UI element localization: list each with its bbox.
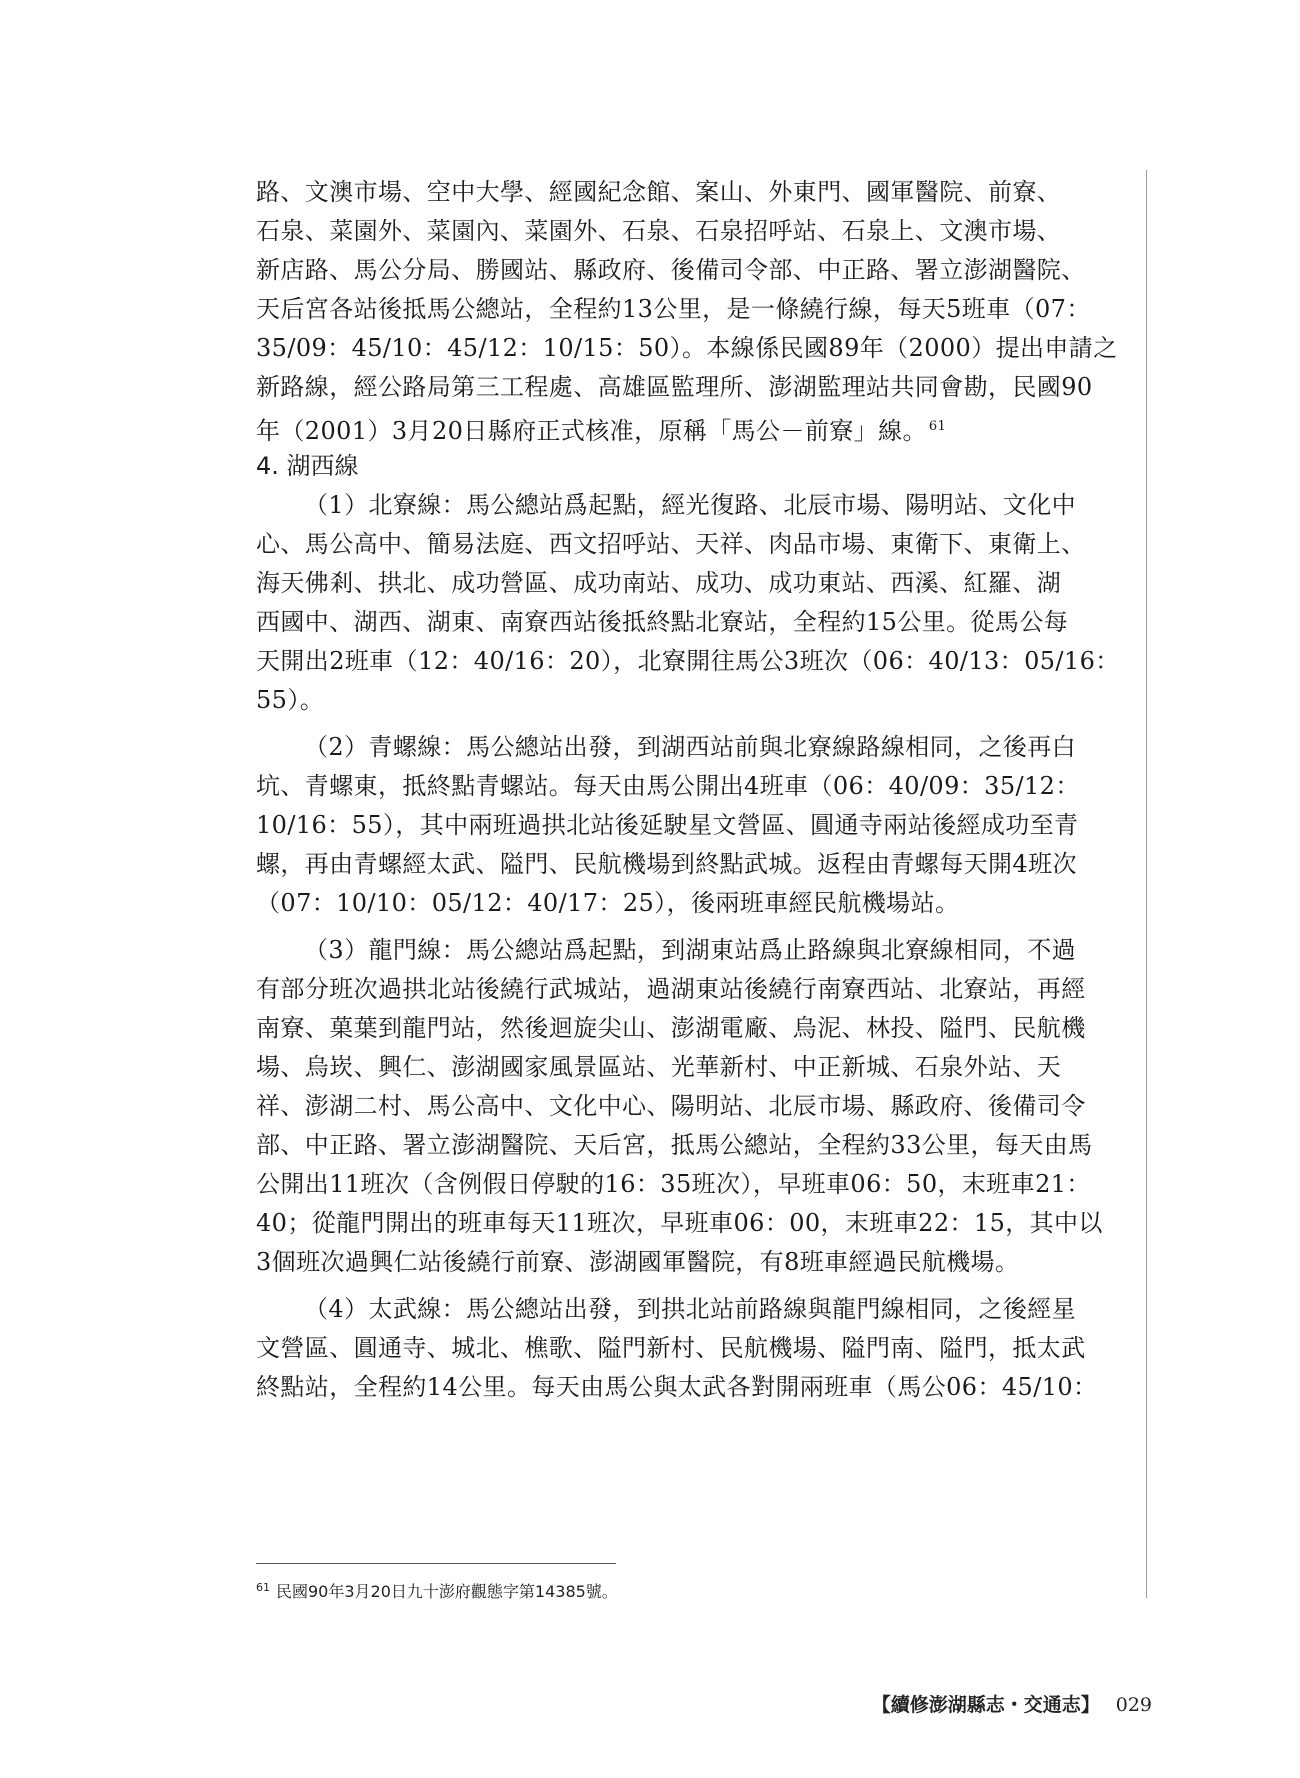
text-line: 部、中正路、署立澎湖醫院、天后宮，抵馬公總站，全程約33公里，每天由馬 xyxy=(256,1131,1093,1159)
section-heading: 4. 湖西線 xyxy=(256,452,359,480)
text-line: （2）青螺線：馬公總站出發，到湖西站前與北寮線路線相同，之後再白 xyxy=(304,733,1077,761)
text-line: 天后宮各站後抵馬公總站，全程約13公里，是一條繞行線，每天5班車（07： xyxy=(256,295,1091,323)
page-number: 029 xyxy=(1115,1694,1152,1716)
text-line: 坑、青螺東，抵終點青螺站。每天由馬公開出4班車（06：40/09：35/12： xyxy=(256,772,1080,800)
text-line: 年（2001）3月20日縣府正式核准，原稱「馬公－前寮」線。 xyxy=(256,417,927,445)
running-title: 【續修澎湖縣志・交通志】 xyxy=(871,1694,1100,1716)
text-line: 螺，再由青螺經太武、隘門、民航機場到終點武城。返程由青螺每天開4班次 xyxy=(256,850,1077,878)
footnote-reference[interactable]: 61 xyxy=(928,419,947,434)
footnote xyxy=(256,1577,618,1603)
text-line: 西國中、湖西、湖東、南寮西站後抵終點北寮站，全程約15公里。從馬公每 xyxy=(256,608,1069,636)
text-line: 3個班次過興仁站後繞行前寮、澎湖國軍醫院，有8班車經過民航機場。 xyxy=(256,1248,1020,1276)
text-line: 石泉、菜園外、菜園內、菜園外、石泉、石泉招呼站、石泉上、文澳市場、 xyxy=(256,217,1062,245)
text-line: 海天佛剎、拱北、成功營區、成功南站、成功、成功東站、西溪、紅羅、湖 xyxy=(256,569,1062,597)
text-line-with-footnote xyxy=(256,407,1132,446)
text-line: 場、烏崁、興仁、澎湖國家風景區站、光華新村、中正新城、石泉外站、天 xyxy=(256,1053,1062,1081)
footnote-text: 民國90年3月20日九十澎府觀態字第14385號。 xyxy=(276,1582,618,1601)
text-line: 有部分班次過拱北站後繞行武城站，過湖東站後繞行南寮西站、北寮站，再經 xyxy=(256,975,1086,1003)
text-line: 10/16：55），其中兩班過拱北站後延駛星文營區、圓通寺兩站後經成功至青 xyxy=(256,811,1079,839)
text-line: （3）龍門線：馬公總站爲起點，到湖東站爲止路線與北寮線相同，不過 xyxy=(304,936,1077,964)
body-text xyxy=(256,173,1132,1407)
text-line: 心、馬公高中、簡易法庭、西文招呼站、天祥、肉品市場、東衛下、東衛上、 xyxy=(256,530,1086,558)
text-line: 55）。 xyxy=(256,686,325,714)
text-line: 文營區、圓通寺、城北、樵歌、隘門新村、民航機場、隘門南、隘門，抵太武 xyxy=(256,1334,1086,1362)
text-line: 終點站，全程約14公里。每天由馬公與太武各對開兩班車（馬公06：45/10： xyxy=(256,1373,1098,1401)
margin-rule xyxy=(1146,170,1147,1598)
text-line: 祥、澎湖二村、馬公高中、文化中心、陽明站、北辰市場、縣政府、後備司令 xyxy=(256,1092,1086,1120)
text-line: （4）太武線：馬公總站出發，到拱北站前路線與龍門線相同，之後經星 xyxy=(304,1295,1077,1323)
footnote-number: 61 xyxy=(256,1581,270,1594)
text-line: （07：10/10：05/12：40/17：25），後兩班車經民航機場站。 xyxy=(256,889,960,917)
footnote-divider xyxy=(256,1563,616,1564)
text-line: 天開出2班車（12：40/16：20），北寮開往馬公3班次（06：40/13：05/16： xyxy=(256,647,1120,675)
text-line: （1）北寮線：馬公總站爲起點，經光復路、北辰市場、陽明站、文化中 xyxy=(304,491,1077,519)
text-line: 南寮、菓葉到龍門站，然後迴旋尖山、澎湖電廠、烏泥、林投、隘門、民航機 xyxy=(256,1014,1086,1042)
text-line: 新路線，經公路局第三工程處、高雄區監理所、澎湖監理站共同會勘，民國90 xyxy=(256,373,1093,401)
page-footer xyxy=(872,1693,1152,1717)
text-line: 40；從龍門開出的班車每天11班次，早班車06：00，末班車22：15，其中以 xyxy=(256,1209,1103,1237)
text-line: 新店路、馬公分局、勝國站、縣政府、後備司令部、中正路、署立澎湖醫院、 xyxy=(256,256,1086,284)
text-line: 35/09：45/10：45/12：10/15：50）。本線係民國89年（2000）提出申請之 xyxy=(256,334,1118,362)
text-line: 公開出11班次（含例假日停駛的16：35班次），早班車06：50，末班車21： xyxy=(256,1170,1091,1198)
text-line: 路、文澳市場、空中大學、經國紀念館、案山、外東門、國軍醫院、前寮、 xyxy=(256,178,1062,206)
